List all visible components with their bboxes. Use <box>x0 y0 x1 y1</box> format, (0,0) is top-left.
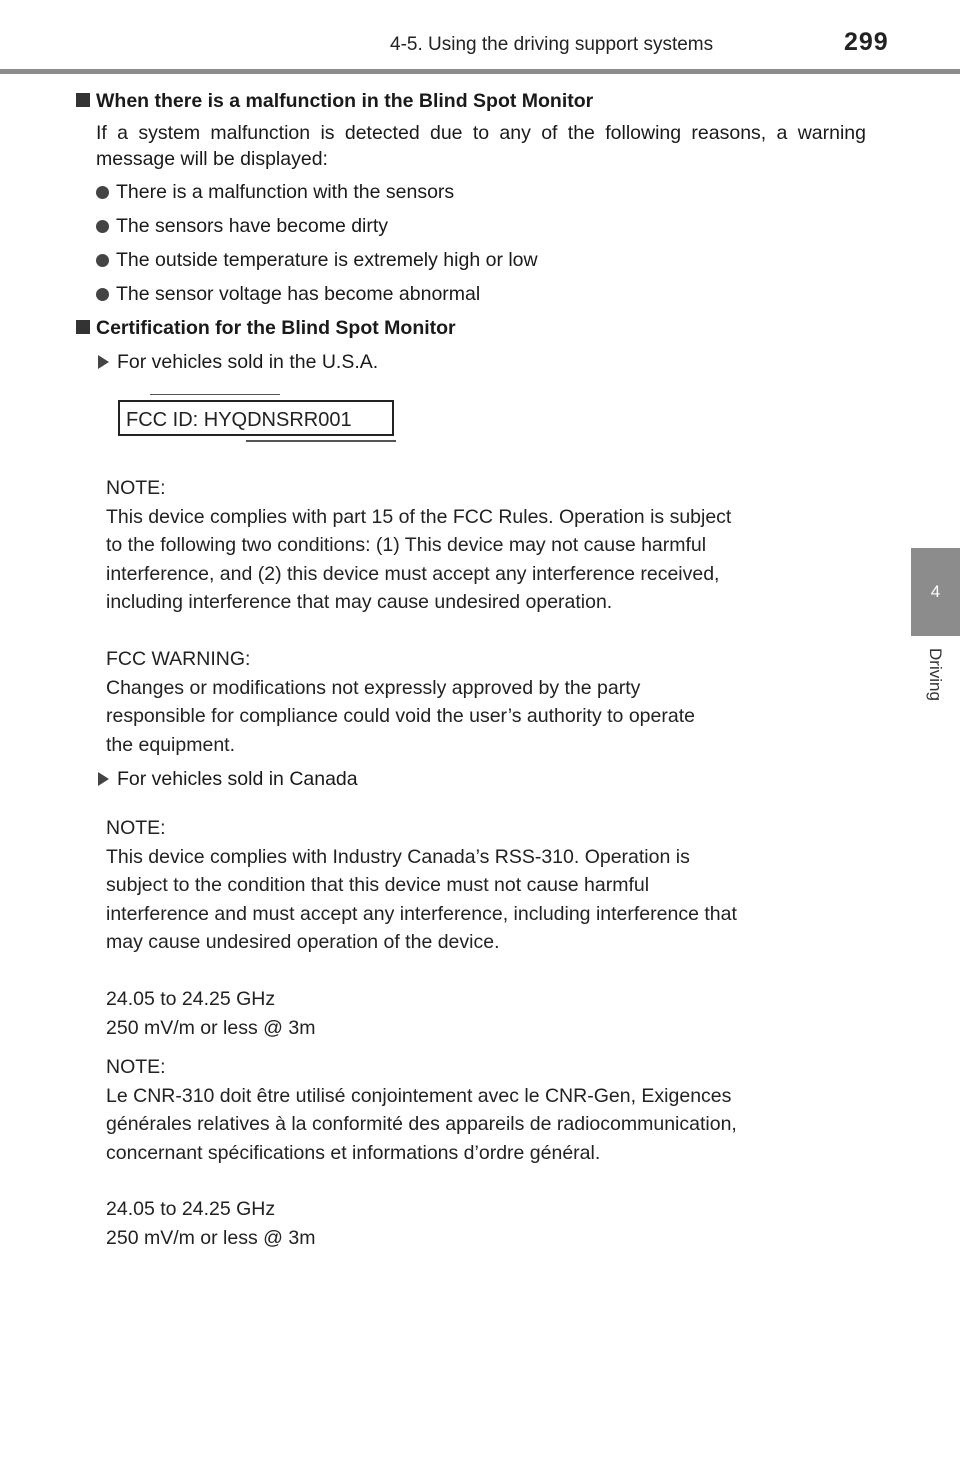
frequency-range: 24.05 to 24.25 GHz <box>106 988 276 1010</box>
usa-subheading: For vehicles sold in the U.S.A. <box>98 349 866 375</box>
note-line: interference, and (2) this device must accept any interference received, <box>106 562 720 585</box>
scan-artifact <box>150 394 280 395</box>
frequency-range: 24.05 to 24.25 GHz <box>106 1198 276 1220</box>
certification-heading: Certification for the Blind Spot Monitor <box>76 315 866 341</box>
round-bullet-icon <box>96 288 109 301</box>
note-line: Le CNR-310 doit être utilisé conjointement avec le CNR-Gen, Exigences <box>106 1084 732 1107</box>
field-strength: 250 mV/m or less @ 3m <box>106 1016 316 1039</box>
usa-note-block <box>106 474 866 617</box>
warning-line: responsible for compliance could void the user’s authority to operate <box>106 705 695 728</box>
note-line: subject to the condition that this device must not cause harmful <box>106 874 650 897</box>
malfunction-intro: If a system malfunction is detected due to any of the following reasons, a warning message will be displayed: <box>96 122 866 170</box>
square-bullet-icon <box>76 93 90 107</box>
note-line: including interference that may cause undesired operation. <box>106 591 613 614</box>
round-bullet-icon <box>96 220 109 233</box>
note-line: interference and must accept any interference, including interference that <box>106 902 737 925</box>
canada-note-block <box>106 814 866 957</box>
canada-spec-block <box>106 985 866 1042</box>
fcc-id-box: FCC ID: HYQDNSRR001 <box>118 400 394 436</box>
list-item: There is a malfunction with the sensors <box>96 179 866 205</box>
malfunction-heading: When there is a malfunction in the Blind Spot Monitor <box>76 88 866 114</box>
warning-title: FCC WARNING: <box>106 648 251 670</box>
note-line: concernant spécifications et informations d’ordre général. <box>106 1141 601 1164</box>
section-title: 4-5. Using the driving support systems <box>390 34 714 55</box>
note-line: générales relatives à la conformité des appareils de radiocommunication, <box>106 1113 737 1136</box>
usa-warning-block <box>106 645 866 759</box>
round-bullet-icon <box>96 254 109 267</box>
list-item: The sensor voltage has become abnormal <box>96 281 866 307</box>
main-content <box>76 88 866 375</box>
triangle-arrow-icon <box>98 355 109 369</box>
canada-fr-note-block <box>106 1053 866 1167</box>
page-number: 299 <box>844 28 889 56</box>
note-title: NOTE: <box>106 477 166 499</box>
list-item: The sensors have become dirty <box>96 213 866 239</box>
warning-line: Changes or modifications not expressly approved by the party <box>106 676 641 699</box>
scan-artifact <box>246 440 396 442</box>
canada-fr-spec-block <box>106 1195 866 1252</box>
round-bullet-icon <box>96 186 109 199</box>
header-rule <box>0 69 960 74</box>
warning-line: the equipment. <box>106 733 236 756</box>
note-line: may cause undesired operation of the device. <box>106 931 500 954</box>
note-title: NOTE: <box>106 817 166 839</box>
chapter-tab[interactable] <box>911 548 960 636</box>
canada-subheading: For vehicles sold in Canada <box>98 766 358 792</box>
list-item: The outside temperature is extremely high or low <box>96 247 866 273</box>
chapter-label: Driving <box>926 648 945 701</box>
field-strength: 250 mV/m or less @ 3m <box>106 1226 316 1249</box>
note-line: This device complies with part 15 of the FCC Rules. Operation is subject <box>106 505 732 528</box>
square-bullet-icon <box>76 320 90 334</box>
chapter-number: 4 <box>930 582 941 601</box>
note-title: NOTE: <box>106 1056 166 1078</box>
triangle-arrow-icon <box>98 772 109 786</box>
malfunction-list <box>96 179 866 307</box>
note-line: to the following two conditions: (1) This device may not cause harmful <box>106 534 707 557</box>
note-line: This device complies with Industry Canada’s RSS-310. Operation is <box>106 845 690 868</box>
